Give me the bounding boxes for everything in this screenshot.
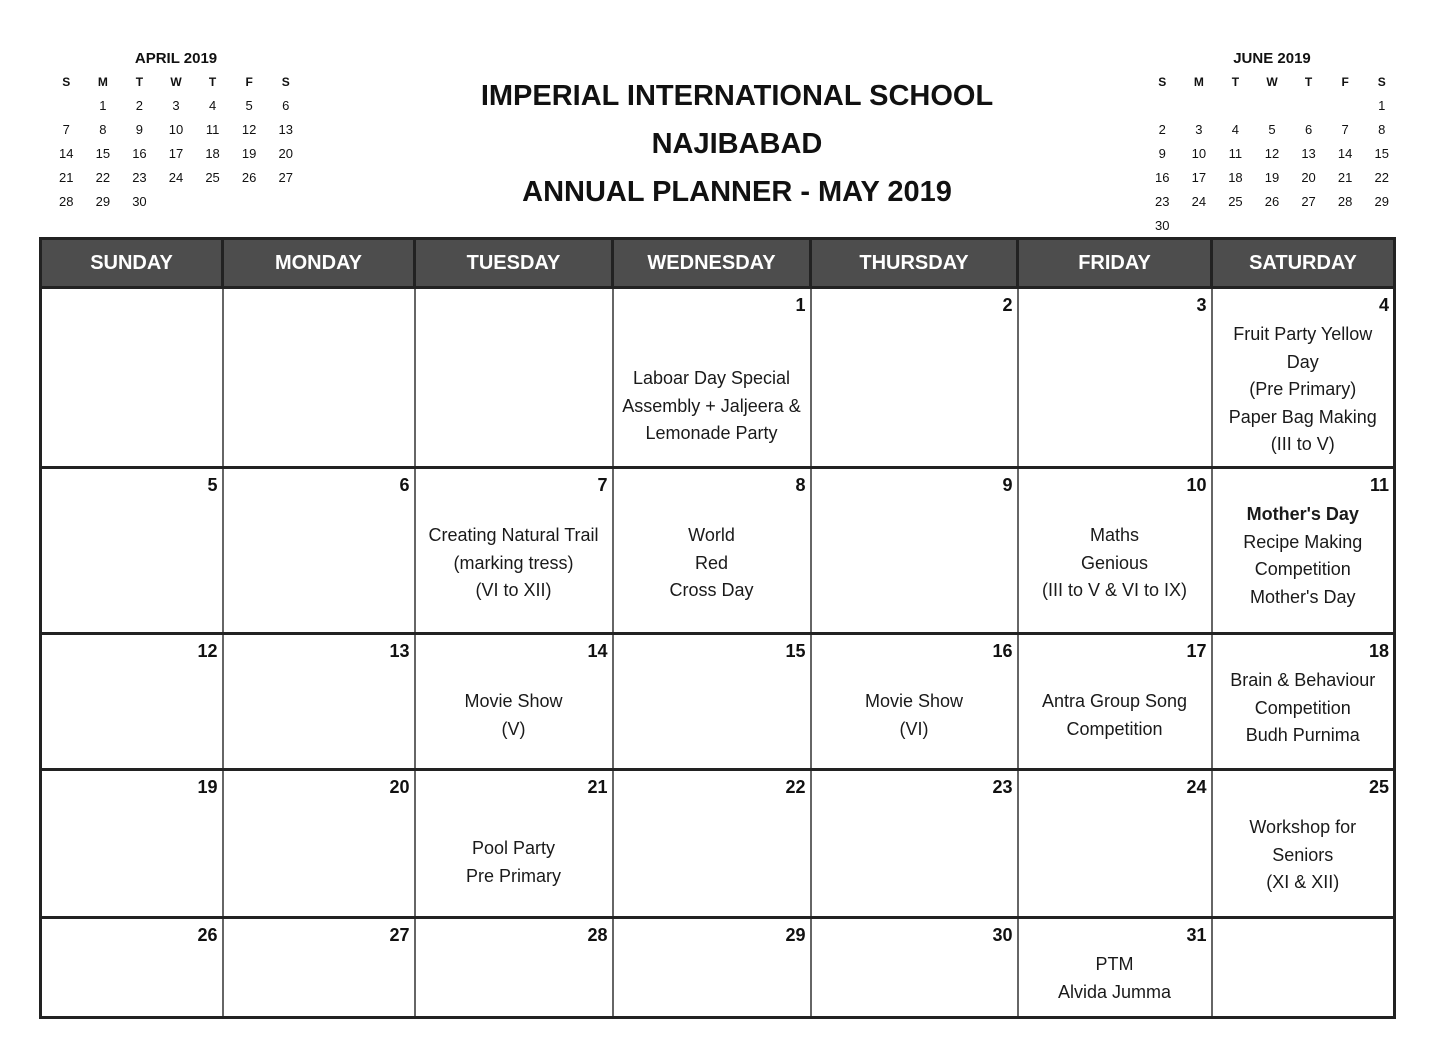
day-number: 27 bbox=[389, 925, 410, 945]
mini-day-cell: 23 bbox=[1155, 194, 1170, 209]
day-cell bbox=[613, 770, 811, 918]
day-cell bbox=[223, 468, 415, 634]
day-cell bbox=[1018, 468, 1212, 634]
event-line: Paper Bag Making bbox=[1228, 406, 1377, 427]
event-line: Movie Show bbox=[864, 691, 964, 711]
event-line: Competition bbox=[1066, 718, 1163, 739]
day-cell bbox=[415, 918, 613, 1018]
mini-day-cell bbox=[48, 94, 85, 118]
event-line: Recipe Making bbox=[1243, 531, 1363, 552]
event-line: World bbox=[688, 525, 735, 545]
mini-day-cell: 15 bbox=[1374, 146, 1389, 161]
day-cell bbox=[1018, 770, 1212, 918]
day-number: 18 bbox=[1368, 641, 1389, 661]
day-cell bbox=[811, 468, 1018, 634]
mini-day-cell: 20 bbox=[1301, 170, 1316, 185]
day-events bbox=[1213, 497, 1394, 611]
week-row bbox=[41, 468, 1395, 634]
mini-day-cell: 16 bbox=[1155, 170, 1170, 185]
mini-calendar-title: JUNE 2019 bbox=[1233, 50, 1311, 67]
mini-day-cell: 17 bbox=[168, 146, 184, 161]
day-events bbox=[1213, 663, 1394, 750]
mini-day-cell bbox=[267, 190, 304, 214]
mini-day-cell: 22 bbox=[95, 170, 111, 185]
day-number: 9 bbox=[1002, 475, 1013, 495]
week-row bbox=[41, 288, 1395, 468]
day-number: 5 bbox=[207, 475, 218, 495]
weekday-header: WEDNESDAY bbox=[613, 239, 811, 288]
mini-day-cell: 25 bbox=[1228, 194, 1243, 209]
day-number: 1 bbox=[795, 295, 806, 315]
mini-day-cell: 12 bbox=[1264, 146, 1280, 161]
mini-day-cell: 30 bbox=[1155, 218, 1170, 233]
event-line: Assembly + Jaljeera & bbox=[622, 395, 801, 416]
mini-weekday-label: F bbox=[245, 75, 253, 89]
mini-day-cell bbox=[1217, 214, 1254, 238]
event-line: Pre Primary bbox=[465, 865, 561, 886]
week-row bbox=[41, 634, 1395, 770]
day-events bbox=[416, 497, 612, 605]
day-number: 28 bbox=[587, 925, 608, 945]
day-number: 30 bbox=[992, 925, 1013, 945]
day-cell bbox=[1212, 288, 1395, 468]
mini-day-cell bbox=[1290, 214, 1327, 238]
event-line: Workshop for bbox=[1249, 817, 1357, 837]
mini-day-cell: 8 bbox=[99, 122, 107, 137]
day-cell bbox=[415, 468, 613, 634]
mini-day-cell bbox=[158, 190, 195, 214]
event-line: Pool Party bbox=[471, 838, 556, 858]
event-line: (III to V) bbox=[1270, 434, 1335, 454]
mini-weekday-label: T bbox=[135, 75, 144, 89]
mini-day-cell bbox=[48, 214, 85, 238]
weekday-header: SATURDAY bbox=[1212, 239, 1395, 288]
event-line: Alvida Jumma bbox=[1057, 981, 1172, 1002]
mini-day-cell: 18 bbox=[1228, 170, 1243, 185]
mini-day-cell: 17 bbox=[1191, 170, 1207, 185]
day-number: 22 bbox=[785, 777, 806, 797]
day-cell bbox=[1212, 634, 1395, 770]
day-cell bbox=[1018, 288, 1212, 468]
event-line: Mother's Day bbox=[1250, 586, 1356, 607]
day-cell bbox=[223, 770, 415, 918]
mini-day-cell bbox=[1327, 214, 1364, 238]
day-number: 19 bbox=[197, 777, 218, 797]
mini-weekday-label: S bbox=[1158, 75, 1167, 89]
day-number: 11 bbox=[1369, 475, 1389, 495]
day-number: 20 bbox=[389, 777, 410, 797]
day-cell bbox=[223, 288, 415, 468]
event-line: Red bbox=[694, 552, 729, 573]
mini-day-cell bbox=[1144, 94, 1181, 118]
mini-day-cell bbox=[231, 190, 268, 214]
event-line: Creating Natural Trail bbox=[428, 525, 599, 545]
day-cell bbox=[41, 918, 223, 1018]
mini-day-cell: 1 bbox=[1378, 98, 1386, 113]
mini-day-cell: 3 bbox=[172, 98, 180, 113]
mini-weekday-label: T bbox=[1304, 75, 1313, 89]
mini-day-cell: 29 bbox=[1374, 194, 1389, 209]
event-line: Lemonade Party bbox=[645, 423, 778, 443]
day-number: 23 bbox=[992, 777, 1013, 797]
day-number: 21 bbox=[587, 777, 608, 797]
day-cell bbox=[613, 288, 811, 468]
event-line: Competition bbox=[1254, 697, 1351, 718]
day-events bbox=[1213, 317, 1394, 459]
event-line: Brain & Behaviour bbox=[1230, 670, 1376, 690]
mini-day-cell: 23 bbox=[132, 170, 147, 185]
mini-day-cell bbox=[194, 190, 231, 214]
day-cell bbox=[415, 634, 613, 770]
mini-day-cell: 10 bbox=[168, 122, 184, 137]
mini-weekday-label: S bbox=[1377, 75, 1386, 89]
mini-day-cell: 7 bbox=[62, 122, 70, 137]
school-location: NAJIBABAD bbox=[651, 128, 823, 160]
week-row bbox=[41, 770, 1395, 918]
weekday-header-row bbox=[41, 239, 1395, 288]
day-cell bbox=[613, 634, 811, 770]
mini-day-cell: 4 bbox=[1231, 122, 1240, 137]
mini-day-cell: 7 bbox=[1341, 122, 1349, 137]
mini-day-cell: 24 bbox=[168, 170, 184, 185]
mini-day-cell: 25 bbox=[205, 170, 220, 185]
mini-day-cell: 2 bbox=[1158, 122, 1166, 137]
mini-day-cell: 5 bbox=[1268, 122, 1276, 137]
mini-day-cell: 8 bbox=[1378, 122, 1386, 137]
event-line: Fruit Party Yellow bbox=[1233, 324, 1373, 344]
day-number: 16 bbox=[992, 641, 1013, 661]
event-line: Genious bbox=[1080, 552, 1149, 573]
day-events bbox=[614, 317, 810, 448]
day-number bbox=[416, 289, 612, 317]
mini-calendar-june bbox=[1144, 48, 1400, 238]
day-number: 31 bbox=[1186, 925, 1207, 945]
mini-day-cell: 27 bbox=[1301, 194, 1316, 209]
weekday-header: TUESDAY bbox=[415, 239, 613, 288]
event-line: (VI to XII) bbox=[475, 580, 552, 600]
mini-day-cell: 28 bbox=[59, 194, 74, 209]
mini-day-cell: 28 bbox=[1337, 194, 1353, 209]
day-cell bbox=[811, 288, 1018, 468]
mini-day-cell: 15 bbox=[95, 146, 111, 161]
event-line: Movie Show bbox=[464, 691, 563, 711]
day-cell bbox=[811, 634, 1018, 770]
mini-day-cell bbox=[1254, 94, 1291, 118]
day-number: 10 bbox=[1186, 475, 1207, 495]
weekday-header: SUNDAY bbox=[41, 239, 223, 288]
day-cell bbox=[223, 634, 415, 770]
mini-day-cell: 9 bbox=[1158, 146, 1166, 161]
mini-day-cell: 14 bbox=[59, 146, 74, 161]
day-number: 24 bbox=[1186, 777, 1207, 797]
mini-day-cell: 13 bbox=[278, 122, 293, 137]
mini-day-cell: 2 bbox=[135, 98, 144, 113]
mini-day-cell: 19 bbox=[241, 146, 257, 161]
mini-day-cell: 5 bbox=[245, 98, 253, 113]
mini-calendar-grid bbox=[48, 70, 304, 238]
day-number: 29 bbox=[785, 925, 806, 945]
mini-day-cell: 18 bbox=[205, 146, 220, 161]
day-events bbox=[614, 497, 810, 605]
day-events bbox=[1213, 799, 1394, 897]
mini-day-cell bbox=[1181, 214, 1218, 238]
day-cell bbox=[613, 468, 811, 634]
day-number: 26 bbox=[197, 925, 218, 945]
mini-weekday-label: T bbox=[208, 75, 217, 89]
mini-day-cell: 21 bbox=[59, 170, 74, 185]
day-number bbox=[42, 289, 222, 317]
day-number: 7 bbox=[597, 475, 608, 495]
week-row bbox=[41, 918, 1395, 1018]
day-cell bbox=[415, 288, 613, 468]
day-cell bbox=[1018, 918, 1212, 1018]
mini-day-cell: 16 bbox=[132, 146, 147, 161]
mini-day-cell: 1 bbox=[99, 98, 107, 113]
weekday-header: MONDAY bbox=[223, 239, 415, 288]
mini-day-cell: 26 bbox=[1264, 194, 1280, 209]
mini-day-cell: 6 bbox=[1304, 122, 1313, 137]
day-cell bbox=[1212, 770, 1395, 918]
mini-weekday-label: W bbox=[170, 75, 182, 89]
day-events bbox=[812, 663, 1017, 743]
day-number: 15 bbox=[785, 641, 806, 661]
day-number: 12 bbox=[197, 641, 218, 661]
mini-day-cell: 11 bbox=[205, 122, 220, 137]
mini-weekday-label: T bbox=[1231, 75, 1240, 89]
day-cell bbox=[41, 468, 223, 634]
mini-day-cell: 3 bbox=[1195, 122, 1203, 137]
event-line: Day bbox=[1286, 351, 1319, 372]
mini-calendar-april bbox=[48, 48, 304, 238]
mini-day-cell: 27 bbox=[278, 170, 293, 185]
day-number bbox=[224, 289, 414, 317]
day-number: 8 bbox=[795, 475, 806, 495]
mini-day-cell bbox=[1181, 94, 1218, 118]
mini-day-cell: 12 bbox=[241, 122, 257, 137]
day-cell bbox=[613, 918, 811, 1018]
day-events bbox=[1019, 947, 1211, 1006]
page-header bbox=[420, 72, 1054, 216]
day-cell bbox=[1212, 918, 1395, 1018]
day-number: 3 bbox=[1196, 295, 1207, 315]
day-cell bbox=[415, 770, 613, 918]
mini-day-cell: 20 bbox=[278, 146, 293, 161]
mini-day-cell: 29 bbox=[95, 194, 111, 209]
day-cell bbox=[811, 770, 1018, 918]
mini-calendar-title: APRIL 2019 bbox=[134, 50, 218, 67]
event-line: Budh Purnima bbox=[1245, 725, 1360, 745]
mini-calendar-grid bbox=[1144, 70, 1400, 238]
mini-weekday-label: S bbox=[62, 75, 71, 89]
mini-day-cell: 9 bbox=[135, 122, 144, 137]
weekday-header: THURSDAY bbox=[811, 239, 1018, 288]
day-number: 6 bbox=[399, 475, 410, 495]
day-cell bbox=[41, 288, 223, 468]
event-line: Laboar Day Special bbox=[632, 368, 791, 388]
day-cell bbox=[223, 918, 415, 1018]
day-number: 25 bbox=[1368, 777, 1389, 797]
mini-day-cell: 13 bbox=[1301, 146, 1316, 161]
event-line: (XI & XII) bbox=[1266, 872, 1340, 892]
event-line: Maths bbox=[1089, 525, 1140, 545]
day-events bbox=[416, 799, 612, 890]
mini-weekday-label: F bbox=[1341, 75, 1349, 89]
day-cell bbox=[41, 770, 223, 918]
mini-day-cell: 14 bbox=[1337, 146, 1353, 161]
day-number: 2 bbox=[1002, 295, 1013, 315]
day-cell bbox=[811, 918, 1018, 1018]
event-line: (VI) bbox=[899, 718, 929, 739]
mini-day-cell: 24 bbox=[1191, 194, 1207, 209]
mini-day-cell: 6 bbox=[282, 98, 290, 113]
mini-day-cell: 30 bbox=[132, 194, 147, 209]
mini-day-cell bbox=[1290, 94, 1327, 118]
mini-day-cell bbox=[1363, 214, 1400, 238]
mini-weekday-label: M bbox=[97, 75, 108, 89]
mini-day-cell bbox=[1327, 94, 1364, 118]
school-name: IMPERIAL INTERNATIONAL SCHOOL bbox=[480, 80, 994, 112]
mini-day-cell: 22 bbox=[1374, 170, 1389, 185]
mini-day-cell: 26 bbox=[241, 170, 257, 185]
day-number: 4 bbox=[1378, 295, 1389, 315]
mini-day-cell: 11 bbox=[1228, 146, 1243, 161]
day-number bbox=[1213, 919, 1394, 947]
day-number: 14 bbox=[587, 641, 608, 661]
event-line: Cross Day bbox=[669, 580, 754, 600]
mini-day-cell: 10 bbox=[1191, 146, 1207, 161]
mini-weekday-label: S bbox=[281, 75, 290, 89]
planner-title: ANNUAL PLANNER - MAY 2019 bbox=[522, 176, 952, 208]
mini-day-cell bbox=[1217, 94, 1254, 118]
day-number: 13 bbox=[389, 641, 410, 661]
weekday-header: FRIDAY bbox=[1018, 239, 1212, 288]
event-line: PTM bbox=[1095, 954, 1134, 974]
mini-day-cell: 4 bbox=[208, 98, 217, 113]
day-events bbox=[1019, 663, 1211, 743]
month-calendar bbox=[39, 237, 1396, 1019]
event-line: (V) bbox=[501, 718, 526, 739]
event-line: (III to V & VI to IX) bbox=[1041, 580, 1188, 600]
day-events bbox=[1019, 497, 1211, 605]
mini-weekday-label: W bbox=[1266, 75, 1278, 89]
day-cell bbox=[1212, 468, 1395, 634]
mini-day-cell: 21 bbox=[1337, 170, 1353, 185]
day-number: 17 bbox=[1186, 641, 1207, 661]
mini-day-cell: 19 bbox=[1264, 170, 1280, 185]
day-cell bbox=[41, 634, 223, 770]
day-events bbox=[416, 663, 612, 743]
event-title: Mother's Day bbox=[1246, 504, 1359, 524]
event-line: Antra Group Song bbox=[1041, 691, 1188, 711]
day-cell bbox=[1018, 634, 1212, 770]
mini-day-cell bbox=[1254, 214, 1291, 238]
mini-weekday-label: M bbox=[1193, 75, 1204, 89]
event-line: Competition bbox=[1254, 559, 1351, 579]
event-line: Seniors bbox=[1272, 844, 1334, 865]
event-line: (marking tress) bbox=[453, 552, 574, 573]
event-line: (Pre Primary) bbox=[1249, 379, 1357, 399]
